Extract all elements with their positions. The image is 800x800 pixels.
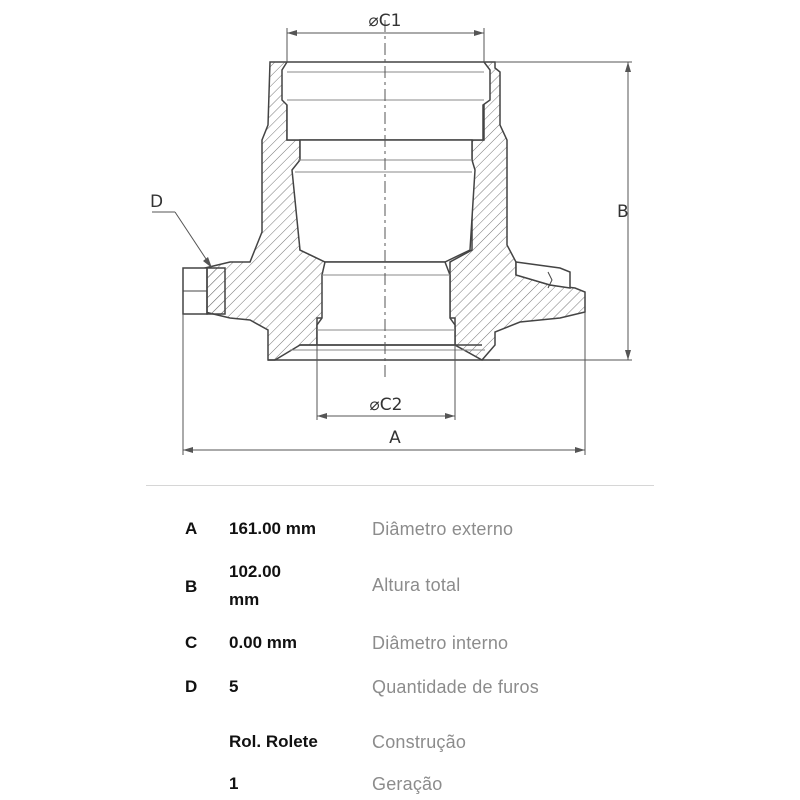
spec-value: 1 [229,774,239,793]
d-label: D [150,192,164,212]
spec-description: Diâmetro externo [372,519,514,539]
bearing-race-middle [292,140,475,262]
b-label: B [617,202,629,222]
spec-description: Quantidade de furos [372,677,539,697]
spec-value: 5 [229,677,239,696]
bearing-race-lower [317,262,455,345]
bearing-race-top [282,62,490,140]
c1-label: ⌀C1 [368,11,402,31]
spec-letter: B [185,577,198,596]
spec-value: 161.00 mm [229,519,316,538]
spec-value: 102.00 mm [229,562,281,609]
a-label: A [389,428,401,448]
section-divider [146,485,654,486]
spec-value: Rol. Rolete [229,732,318,751]
spec-description: Construção [372,732,467,752]
spec-letter: C [185,633,198,652]
spec-description: Altura total [372,575,461,595]
spec-description: Diâmetro interno [372,633,509,653]
spec-letter: D [185,677,198,696]
spec-description: Geração [372,774,443,794]
c2-label: ⌀C2 [369,395,403,415]
spec-letter: A [185,519,198,538]
spec-value: 0.00 mm [229,633,298,652]
